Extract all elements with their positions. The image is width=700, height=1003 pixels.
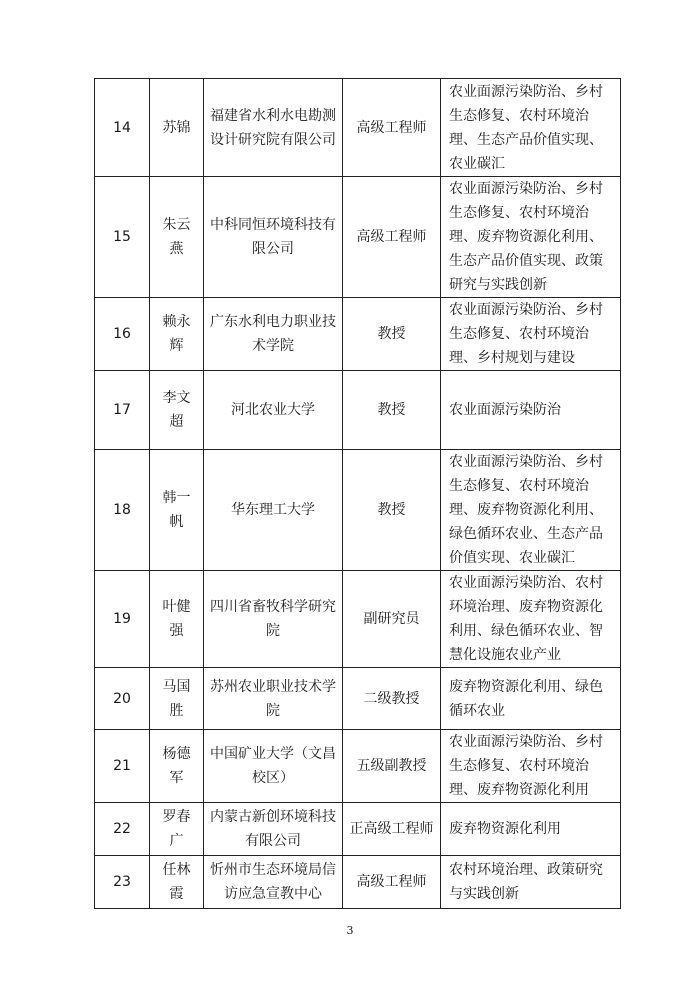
table-row <box>95 79 621 177</box>
table-row <box>95 450 621 571</box>
table-row <box>95 730 621 803</box>
table-row <box>95 668 621 730</box>
organization: 河北农业大学 <box>204 371 343 450</box>
organization: 华东理工大学 <box>204 450 343 571</box>
organization: 中科同恒环境科技有限公司 <box>204 177 343 298</box>
expert-name: 韩一帆 <box>150 450 204 571</box>
organization: 福建省水利水电勘测设计研究院有限公司 <box>204 79 343 177</box>
job-title: 副研究员 <box>343 571 441 668</box>
table-row <box>95 856 621 909</box>
row-number: 16 <box>95 298 150 371</box>
expert-name: 朱云燕 <box>150 177 204 298</box>
job-title: 教授 <box>343 371 441 450</box>
organization: 广东水利电力职业技术学院 <box>204 298 343 371</box>
row-number: 17 <box>95 371 150 450</box>
table-row <box>95 803 621 856</box>
job-title: 高级工程师 <box>343 177 441 298</box>
specialty-fields: 农业面源污染防治 <box>441 371 621 450</box>
job-title: 五级副教授 <box>343 730 441 803</box>
row-number: 15 <box>95 177 150 298</box>
job-title: 教授 <box>343 298 441 371</box>
specialty-fields: 农业面源污染防治、乡村生态修复、农村环境治理、乡村规划与建设 <box>441 298 621 371</box>
expert-name: 任林霞 <box>150 856 204 909</box>
specialty-fields: 农业面源污染防治、乡村生态修复、农村环境治理、生态产品价值实现、农业碳汇 <box>441 79 621 177</box>
specialty-fields: 农业面源污染防治、乡村生态修复、农村环境治理、废弃物资源化利用、生态产品价值实现、政策研究与实践创新 <box>441 177 621 298</box>
job-title: 高级工程师 <box>343 856 441 909</box>
specialty-fields: 农业面源污染防治、农村环境治理、废弃物资源化利用、绿色循环农业、智慧化设施农业产业 <box>441 571 621 668</box>
expert-name: 罗春广 <box>150 803 204 856</box>
table-row <box>95 371 621 450</box>
expert-name: 杨德军 <box>150 730 204 803</box>
specialty-fields: 农业面源污染防治、乡村生态修复、农村环境治理、废弃物资源化利用、绿色循环农业、生态产品价值实现、农业碳汇 <box>441 450 621 571</box>
job-title: 教授 <box>343 450 441 571</box>
row-number: 14 <box>95 79 150 177</box>
row-number: 19 <box>95 571 150 668</box>
job-title: 高级工程师 <box>343 79 441 177</box>
row-number: 18 <box>95 450 150 571</box>
expert-name: 马国胜 <box>150 668 204 730</box>
page-number: 3 <box>346 924 354 937</box>
expert-name: 苏锦 <box>150 79 204 177</box>
expert-name: 叶健强 <box>150 571 204 668</box>
row-number: 20 <box>95 668 150 730</box>
organization: 中国矿业大学（文昌校区） <box>204 730 343 803</box>
job-title: 正高级工程师 <box>343 803 441 856</box>
specialty-fields: 农村环境治理、政策研究与实践创新 <box>441 856 621 909</box>
expert-name: 李文超 <box>150 371 204 450</box>
organization: 苏州农业职业技术学院 <box>204 668 343 730</box>
specialty-fields: 废弃物资源化利用 <box>441 803 621 856</box>
specialty-fields: 废弃物资源化利用、绿色循环农业 <box>441 668 621 730</box>
table-row <box>95 298 621 371</box>
expert-name: 赖永辉 <box>150 298 204 371</box>
expert-table <box>94 78 621 909</box>
table-row <box>95 177 621 298</box>
specialty-fields: 农业面源污染防治、乡村生态修复、农村环境治理、废弃物资源化利用 <box>441 730 621 803</box>
organization: 四川省畜牧科学研究院 <box>204 571 343 668</box>
organization: 内蒙古新创环境科技有限公司 <box>204 803 343 856</box>
row-number: 23 <box>95 856 150 909</box>
table-row <box>95 571 621 668</box>
row-number: 21 <box>95 730 150 803</box>
job-title: 二级教授 <box>343 668 441 730</box>
row-number: 22 <box>95 803 150 856</box>
organization: 忻州市生态环境局信访应急宣教中心 <box>204 856 343 909</box>
